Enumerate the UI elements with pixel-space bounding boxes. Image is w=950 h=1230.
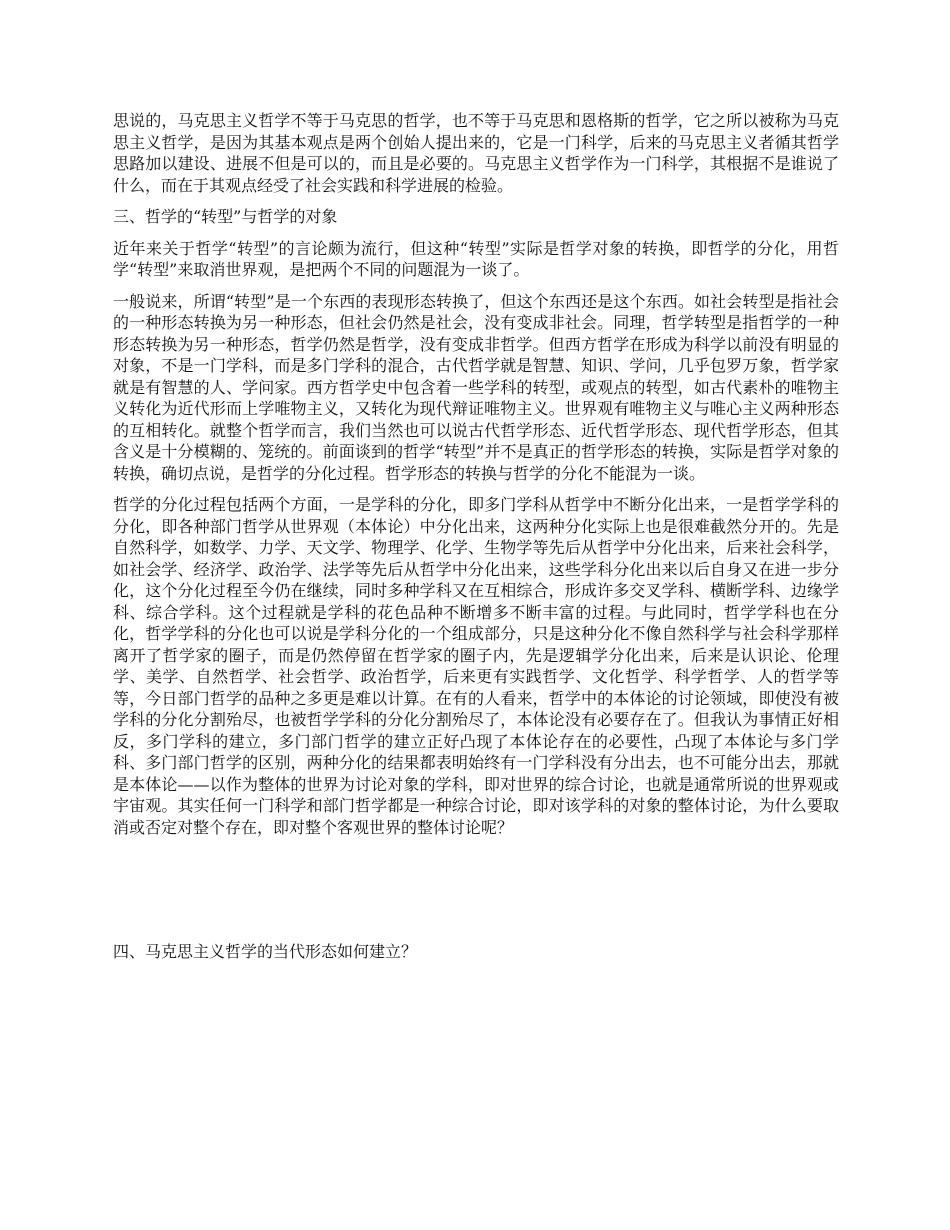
paragraph-continuation: 思说的，马克思主义哲学不等于马克思的哲学，也不等于马克思和恩格斯的哲学，它之所以被称为马克思主义哲学，是因为其基本观点是两个创始人提出来的，它是一门科学，后来的马克思主义者循其哲学思路加以建设、进展不但是可以的，而且是必要的。马克思主义哲学作为一门科学，其根据不是谁说了什么，而在于其观点经受了社会实践和科学进展的检验。 — [113, 111, 839, 195]
section-3-paragraph-2: 一般说来，所谓“转型”是一个东西的表现形态转换了，但这个东西还是这个东西。如社会转型是指社会的一种形态转换为另一种形态，但社会仍然是社会，没有变成非社会。同理，哲学转型是指哲学的一种形态转换为另一种形态，哲学仍然是哲学，没有变成非哲学。但西方哲学在形成为科学以前没有明显的对象，不是一门学科，而是多门学科的混合，古代哲学就是智慧、知识、学问，几乎包罗万象，哲学家就是有智慧的人、学问家。西方哲学史中包含着一些学科的转型，或观点的转型，如古代素朴的唯物主义转化为近代形而上学唯物主义，又转化为现代辩证唯物主义。世界观有唯物主义与唯心主义两种形态的互相转化。就整个哲学而言，我们当然也可以说古代哲学形态、近代哲学形态、现代哲学形态，但其含义是十分模糊的、笼统的。前面谈到的哲学“转型”并不是真正的哲学形态的转换，实际是哲学对象的转换，确切点说，是哲学的分化过程。哲学形态的转换与哲学的分化不能混为一谈。 — [113, 291, 839, 483]
document-page — [113, 110, 839, 973]
section-3-paragraph-1: 近年来关于哲学“转型”的言论颇为流行，但这种“转型”实际是哲学对象的转换，即哲学的分化，用哲学“转型”来取消世界观，是把两个不同的问题混为一谈了。 — [113, 238, 839, 279]
section-3-heading: 三、哲学的“转型”与哲学的对象 — [113, 207, 338, 226]
section-4-heading: 四、马克思主义哲学的当代形态如何建立？ — [113, 942, 418, 961]
blank-space — [113, 848, 839, 941]
section-3-paragraph-3: 哲学的分化过程包括两个方面，一是学科的分化，即多门学科从哲学中不断分化出来，一是哲学学科的分化，即各种部门哲学从世界观（本体论）中分化出来，这两种分化实际上也是很难截然分开的。先是自然科学，如数学、力学、天文学、物理学、化学、生物学等先后从哲学中分化出来，后来社会科学，如社会学、经济学、政治学、法学等先后从哲学中分化出来，这些学科分化出来以后自身又在进一步分化，这个分化过程至今仍在继续，同时多种学科又在互相综合，形成许多交叉学科、横断学科、边缘学科、综合学科。这个过程就是学科的花色品种不断增多不断丰富的过程。与此同时，哲学学科也在分化，哲学学科的分化也可以说是学科分化的一个组成部分，只是这种分化不像自然科学与社会科学那样离开了哲学家的圈子，而是仍然停留在哲学家的圈子内，先是逻辑学分化出来，后来是认识论、伦理学、美学、自然哲学、社会哲学、政治哲学，后来更有实践哲学、文化哲学、科学哲学、人的哲学等等，今日部门哲学的品种之多更是难以计算。在有的人看来，哲学中的本体论的讨论领域，即使没有被学科的分化分割殆尽，也被哲学学科的分化分割殆尽了，本体论没有必要存在了。但我认为事情正好相反，多门学科的建立，多门部门哲学的建立正好凸现了本体论存在的必要性，凸现了本体论与多门学科、多门部门哲学的区别，两种分化的结果都表明始终有一门学科没有分出去，也不可能分出去，那就是本体论——以作为整体的世界为讨论对象的学科，即对世界的综合讨论，也就是通常所说的世界观或宇宙观。其实任何一门科学和部门哲学都是一种综合讨论，即对该学科的对象的整体讨论，为什么要取消或否定对整个存在，即对整个客观世界的整体讨论呢？ — [113, 495, 839, 837]
